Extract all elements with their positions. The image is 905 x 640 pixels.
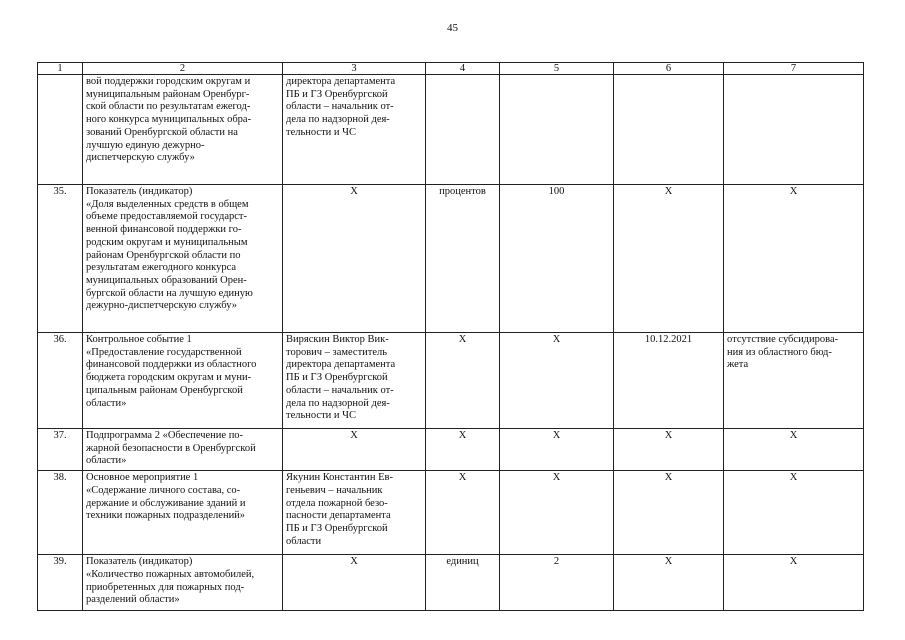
row-number: 35.	[38, 185, 83, 333]
row-date: X	[614, 429, 724, 471]
row-name: Показатель (индикатор) «Доля выделенных средств в общем объеме предоставляемой государст- венной финансовой поддержки го- родским округам и муниципальным районам Оренбургской области по результатам ежегодного конкурса муниципальных образований Орен- бургской области на лучшую единую дежурно-диспетчерскую службу»	[83, 185, 283, 333]
row-unit: единиц	[426, 555, 500, 611]
row-responsible: X	[283, 429, 426, 471]
row-date: X	[614, 185, 724, 333]
row-number: 38.	[38, 471, 83, 555]
row-date: X	[614, 471, 724, 555]
row-name: вой поддержки городским округам и муниципальным районам Оренбург- ской области по результатам ежегод- ного конкурса муниципальных обра- зований Оренбургской области на лучшую единую дежурно- диспетчерскую службу»	[83, 75, 283, 185]
row-value: 100	[500, 185, 614, 333]
column-number-row	[38, 63, 864, 75]
table-row	[38, 471, 864, 555]
row-value: X	[500, 429, 614, 471]
column-header: 4	[426, 63, 500, 75]
table-row	[38, 333, 864, 429]
row-name: Контрольное событие 1 «Предоставление государственной финансовой поддержки из областного бюджета городским округам и муни- ципальным районам Оренбургской области»	[83, 333, 283, 429]
column-header: 1	[38, 63, 83, 75]
row-value	[500, 75, 614, 185]
row-number: 36.	[38, 333, 83, 429]
row-value: X	[500, 333, 614, 429]
column-header: 2	[83, 63, 283, 75]
row-result: X	[724, 471, 864, 555]
row-unit: X	[426, 429, 500, 471]
column-header: 6	[614, 63, 724, 75]
column-header: 5	[500, 63, 614, 75]
row-unit: процентов	[426, 185, 500, 333]
table-row	[38, 429, 864, 471]
row-value: 2	[500, 555, 614, 611]
row-date: 10.12.2021	[614, 333, 724, 429]
table-row	[38, 75, 864, 185]
row-name: Основное мероприятие 1 «Содержание личного состава, со- держание и обслуживание зданий и техники пожарных подразделений»	[83, 471, 283, 555]
row-number: 39.	[38, 555, 83, 611]
row-responsible: Якунин Константин Ев- геньевич – начальник отдела пожарной безо- пасности департамента ПБ и ГЗ Оренбургской области	[283, 471, 426, 555]
row-result: отсутствие субсидирова- ния из областного бюд- жета	[724, 333, 864, 429]
row-responsible: директора департамента ПБ и ГЗ Оренбургской области – начальник от- дела по надзорной дея- тельности и ЧС	[283, 75, 426, 185]
page-number: 45	[447, 22, 458, 34]
row-result: X	[724, 429, 864, 471]
row-number: 37.	[38, 429, 83, 471]
plan-table	[37, 62, 864, 611]
column-header: 7	[724, 63, 864, 75]
table-row	[38, 185, 864, 333]
column-header: 3	[283, 63, 426, 75]
row-name: Показатель (индикатор) «Количество пожарных автомобилей, приобретенных для пожарных под- разделений области»	[83, 555, 283, 611]
row-responsible: X	[283, 185, 426, 333]
row-result: X	[724, 555, 864, 611]
row-unit: X	[426, 333, 500, 429]
row-value: X	[500, 471, 614, 555]
row-unit	[426, 75, 500, 185]
row-name: Подпрограмма 2 «Обеспечение по- жарной безопасности в Оренбургской области»	[83, 429, 283, 471]
row-number	[38, 75, 83, 185]
row-responsible: Виряскин Виктор Вик- торович – заместитель директора департамента ПБ и ГЗ Оренбургской области – начальник от- дела по надзорной дея- тельности и ЧС	[283, 333, 426, 429]
row-date	[614, 75, 724, 185]
row-result: X	[724, 185, 864, 333]
row-responsible: X	[283, 555, 426, 611]
row-result	[724, 75, 864, 185]
row-unit: X	[426, 471, 500, 555]
row-date: X	[614, 555, 724, 611]
table-row	[38, 555, 864, 611]
